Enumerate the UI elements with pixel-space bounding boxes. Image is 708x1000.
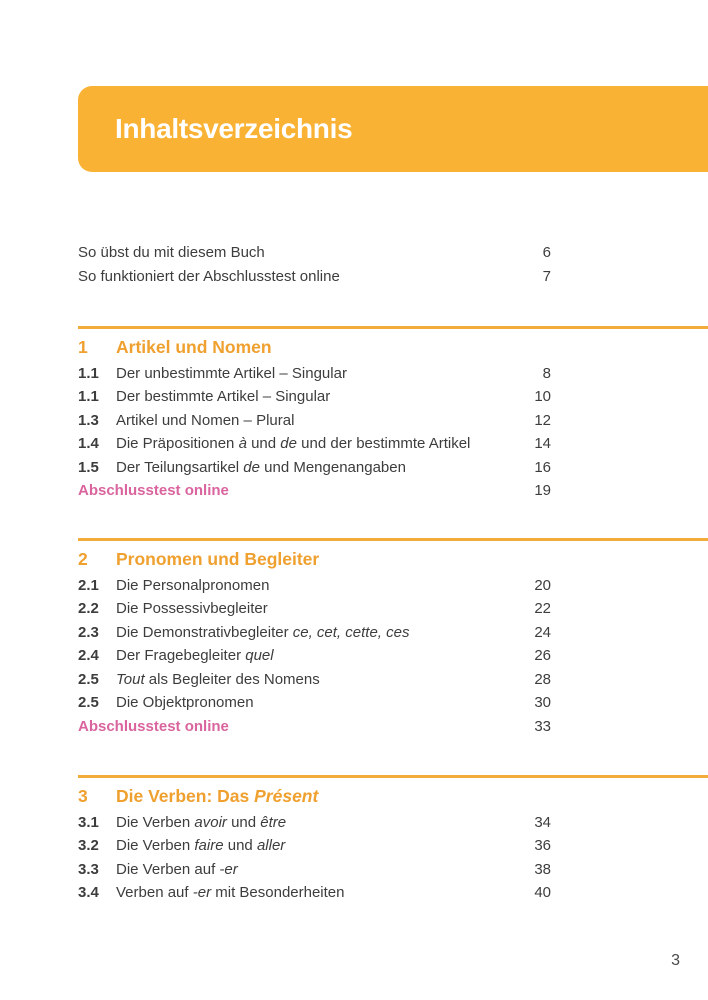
- abschlusstest-row: [78, 479, 551, 503]
- toc-row-number: 1.4: [78, 435, 99, 453]
- section-3: [78, 775, 708, 905]
- toc-row: [78, 456, 551, 480]
- abschlusstest-row: [78, 715, 551, 739]
- abschlusstest-page: 33: [534, 717, 551, 735]
- toc-row-number: 2.5: [78, 694, 99, 712]
- toc-row-number: 1.5: [78, 458, 99, 476]
- toc-row: [78, 834, 551, 858]
- abschlusstest-label: Abschlusstest online: [78, 717, 229, 735]
- toc-row-title: Die Verben avoir und être: [116, 813, 287, 831]
- toc-row-title: Die Demonstrativbegleiter ce, cet, cette, ces: [116, 623, 410, 641]
- section-heading: [78, 786, 708, 808]
- toc-row-page: 12: [534, 411, 551, 429]
- toc-row-number: 2.1: [78, 576, 99, 594]
- toc-row: [78, 881, 551, 905]
- toc-row: [78, 432, 551, 456]
- intro-row-page: 7: [542, 267, 551, 285]
- toc-row-page: 22: [534, 600, 551, 618]
- toc-row: [78, 858, 551, 882]
- toc-row-page: 38: [534, 860, 551, 878]
- toc-row-number: 2.2: [78, 600, 99, 618]
- intro-row: [78, 265, 551, 289]
- section-1: [78, 326, 708, 503]
- toc-row-title: Die Verben auf -er: [116, 860, 238, 878]
- toc-row-page: 20: [534, 576, 551, 594]
- intro-row-title: So übst du mit diesem Buch: [78, 244, 265, 262]
- toc-row-page: 24: [534, 623, 551, 641]
- toc-row-number: 3.4: [78, 884, 99, 902]
- toc-row: [78, 811, 551, 835]
- section-heading: [78, 337, 708, 359]
- toc-row-title: Der Teilungsartikel de und Mengenangaben: [116, 458, 406, 476]
- toc-row-number: 3.1: [78, 813, 99, 831]
- toc-row-page: 16: [534, 458, 551, 476]
- toc-row-title: Die Personalpronomen: [116, 576, 270, 594]
- section-heading: [78, 549, 708, 571]
- section-title: Artikel und Nomen: [116, 337, 272, 357]
- section-number: 2: [78, 549, 88, 569]
- toc-row-title: Artikel und Nomen – Plural: [116, 411, 295, 429]
- toc-row-page: 26: [534, 647, 551, 665]
- section-rows: [78, 362, 551, 503]
- toc-row-number: 1.3: [78, 411, 99, 429]
- toc-row: [78, 621, 551, 645]
- toc-row: [78, 409, 551, 433]
- section-divider-rule: [78, 775, 708, 778]
- toc-row: [78, 574, 551, 598]
- toc-row-number: 2.3: [78, 623, 99, 641]
- toc-row-page: 40: [534, 884, 551, 902]
- toc-row-title: Die Objektpronomen: [116, 694, 254, 712]
- toc-row-title: Der unbestimmte Artikel – Singular: [116, 364, 347, 382]
- toc-row: [78, 668, 551, 692]
- toc-row: [78, 362, 551, 386]
- section-divider-rule: [78, 326, 708, 329]
- toc-row-title: Tout als Begleiter des Nomens: [116, 670, 320, 688]
- toc-row: [78, 597, 551, 621]
- toc-row-page: 34: [534, 813, 551, 831]
- intro-list: [78, 241, 551, 288]
- toc-row-number: 1.1: [78, 388, 99, 406]
- section-rows: [78, 811, 551, 905]
- toc-row: [78, 385, 551, 409]
- section-title: Pronomen und Begleiter: [116, 549, 320, 569]
- toc-row-number: 2.5: [78, 670, 99, 688]
- toc-row: [78, 691, 551, 715]
- toc-row-number: 3.3: [78, 860, 99, 878]
- toc-row-page: 14: [534, 435, 551, 453]
- section-divider-rule: [78, 538, 708, 541]
- toc-row-page: 28: [534, 670, 551, 688]
- toc-row: [78, 644, 551, 668]
- toc-row-title: Der bestimmte Artikel – Singular: [116, 388, 331, 406]
- abschlusstest-page: 19: [534, 482, 551, 500]
- section-2: [78, 538, 708, 738]
- intro-row: [78, 241, 551, 265]
- toc-row-title: Die Possessivbegleiter: [116, 600, 268, 618]
- toc-row-title: Der Fragebegleiter quel: [116, 647, 274, 665]
- intro-row-page: 6: [542, 244, 551, 262]
- section-title: Die Verben: Das Présent: [116, 786, 319, 806]
- toc-row-page: 30: [534, 694, 551, 712]
- section-rows: [78, 574, 551, 739]
- toc-row-page: 36: [534, 837, 551, 855]
- toc-row-page: 8: [542, 364, 551, 382]
- abschlusstest-label: Abschlusstest online: [78, 482, 229, 500]
- toc-row-title: Die Präpositionen à und de und der bestimmte Artikel: [116, 435, 471, 453]
- toc-row-title: Verben auf -er mit Besonderheiten: [116, 884, 345, 902]
- footer-page-number: 3: [671, 952, 680, 969]
- section-number: 3: [78, 786, 88, 806]
- toc-row-number: 2.4: [78, 647, 99, 665]
- page-title: Inhaltsverzeichnis: [115, 113, 353, 144]
- toc-row-number: 3.2: [78, 837, 99, 855]
- section-number: 1: [78, 337, 88, 357]
- intro-row-title: So funktioniert der Abschlusstest online: [78, 267, 340, 285]
- toc-row-number: 1.1: [78, 364, 99, 382]
- toc-row-title: Die Verben faire und aller: [116, 837, 286, 855]
- page-header-banner: [78, 86, 708, 172]
- toc-row-page: 10: [534, 388, 551, 406]
